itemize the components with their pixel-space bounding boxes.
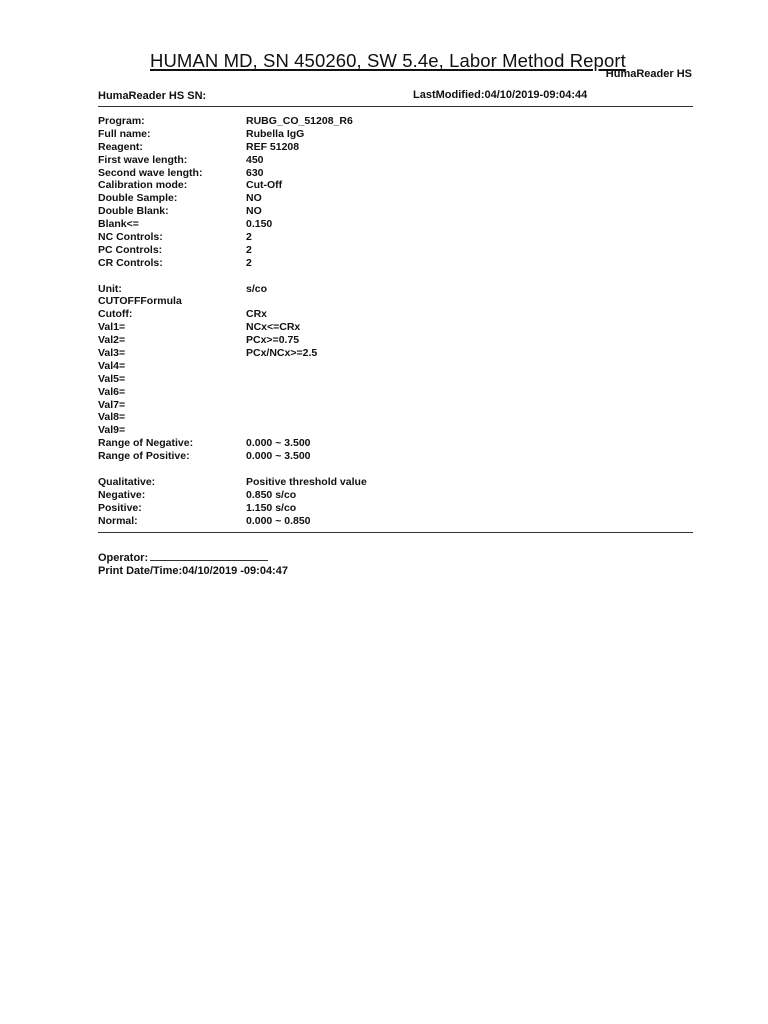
param-row-reagent [98,141,578,154]
param-label: Range of Negative: [98,437,194,450]
param-row-calibration-mode [98,179,578,192]
param-row-val4 [98,360,578,373]
param-value: 0.000 ~ 3.500 [246,450,311,463]
param-label: Val6= [98,385,126,398]
param-value: 0.850 s/co [246,488,297,501]
param-label: Reagent: [98,140,143,153]
param-label: CUTOFFFormula [98,295,182,308]
param-value [246,399,578,412]
param-value [246,295,578,308]
param-label: Qualitative: [98,475,156,488]
device-name: HumaReader HS [605,68,692,80]
param-value: NO [246,192,262,205]
param-label: Normal: [98,514,138,527]
param-row-val3 [98,347,578,360]
param-value: PCx/NCx>=2.5 [246,347,318,360]
param-row-unit [98,283,578,296]
param-row-first-wave [98,154,578,167]
param-label: Val2= [98,334,126,347]
param-value: 0.000 ~ 0.850 [246,514,311,527]
param-value: Cut-Off [246,179,283,192]
param-label: Second wave length: [98,166,203,179]
operator-signature-line [150,551,268,561]
param-row-double-sample [98,192,578,205]
param-row-blank [98,218,578,231]
param-label: Range of Positive: [98,450,190,463]
param-row-double-blank [98,205,578,218]
param-label: NC Controls: [98,231,163,244]
top-divider [98,106,693,107]
param-label: Calibration mode: [98,179,188,192]
last-modified: LastModified:04/10/2019-09:04:44 [413,89,588,101]
print-datetime: Print Date/Time:04/10/2019 -09:04:47 [98,565,288,577]
param-value: 2 [246,243,252,256]
param-row-negative [98,489,578,502]
report-title: HUMAN MD, SN 450260, SW 5.4e, Labor Method Report [150,50,626,71]
param-label: Program: [98,115,145,127]
param-row-val8 [98,411,578,424]
param-label: First wave length: [98,153,188,166]
param-row-val5 [98,373,578,386]
param-value [246,386,578,399]
param-value: s/co [246,282,268,295]
param-row-qualitative [98,476,578,489]
section-spacer [98,270,578,283]
param-label: Unit: [98,282,122,295]
param-label: Val1= [98,321,126,334]
param-row-second-wave [98,167,578,180]
param-value: CRx [246,308,268,321]
param-row-pc-controls [98,244,578,257]
param-label: Cutoff: [98,308,133,321]
param-row-val9 [98,424,578,437]
param-row-positive [98,502,578,515]
section-spacer [98,463,578,476]
param-value: Positive threshold value [246,475,367,488]
param-row-val6 [98,386,578,399]
param-value: 630 [246,166,264,179]
param-label: Blank<= [98,218,139,231]
param-value: 2 [246,256,252,269]
param-row-full-name [98,128,578,141]
param-label: CR Controls: [98,256,163,269]
param-value [246,360,578,373]
param-row-range-negative [98,437,578,450]
bottom-divider [98,532,693,533]
param-value [246,373,578,386]
param-value: Rubella IgG [246,127,305,140]
param-value: RUBG_CO_51208_R6 [246,115,353,127]
param-label: Val3= [98,347,126,360]
param-row-normal [98,515,578,528]
param-label: PC Controls: [98,243,163,256]
param-label: Val4= [98,359,126,372]
param-row-program [98,115,578,128]
param-row-cutoff-formula [98,295,578,308]
serial-number-label: HumaReader HS SN: [98,90,207,102]
operator-field [98,551,268,564]
param-label: Val8= [98,411,126,424]
param-label: Val7= [98,398,126,411]
param-row-cutoff [98,308,578,321]
param-label: Negative: [98,488,146,501]
param-row-range-positive [98,450,578,463]
param-label: Val5= [98,372,126,385]
param-value: 2 [246,231,252,244]
param-row-val1 [98,321,578,334]
param-value: 0.150 [246,218,273,231]
param-row-val2 [98,334,578,347]
param-row-nc-controls [98,231,578,244]
param-label: Double Blank: [98,205,169,218]
param-label: Val9= [98,424,126,437]
operator-label: Operator: [98,552,149,564]
param-value: REF 51208 [246,140,300,153]
param-row-cr-controls [98,257,578,270]
param-value: 450 [246,153,264,166]
param-value: NCx<=CRx [246,321,301,334]
param-value [246,424,578,437]
param-value: NO [246,205,262,218]
param-row-val7 [98,399,578,412]
parameter-list [98,115,578,528]
param-label: Double Sample: [98,192,178,205]
param-value [246,411,578,424]
param-value: 1.150 s/co [246,501,297,514]
param-label: Positive: [98,501,142,514]
param-value: 0.000 ~ 3.500 [246,437,311,450]
param-value: PCx>=0.75 [246,334,300,347]
param-label: Full name: [98,127,151,140]
